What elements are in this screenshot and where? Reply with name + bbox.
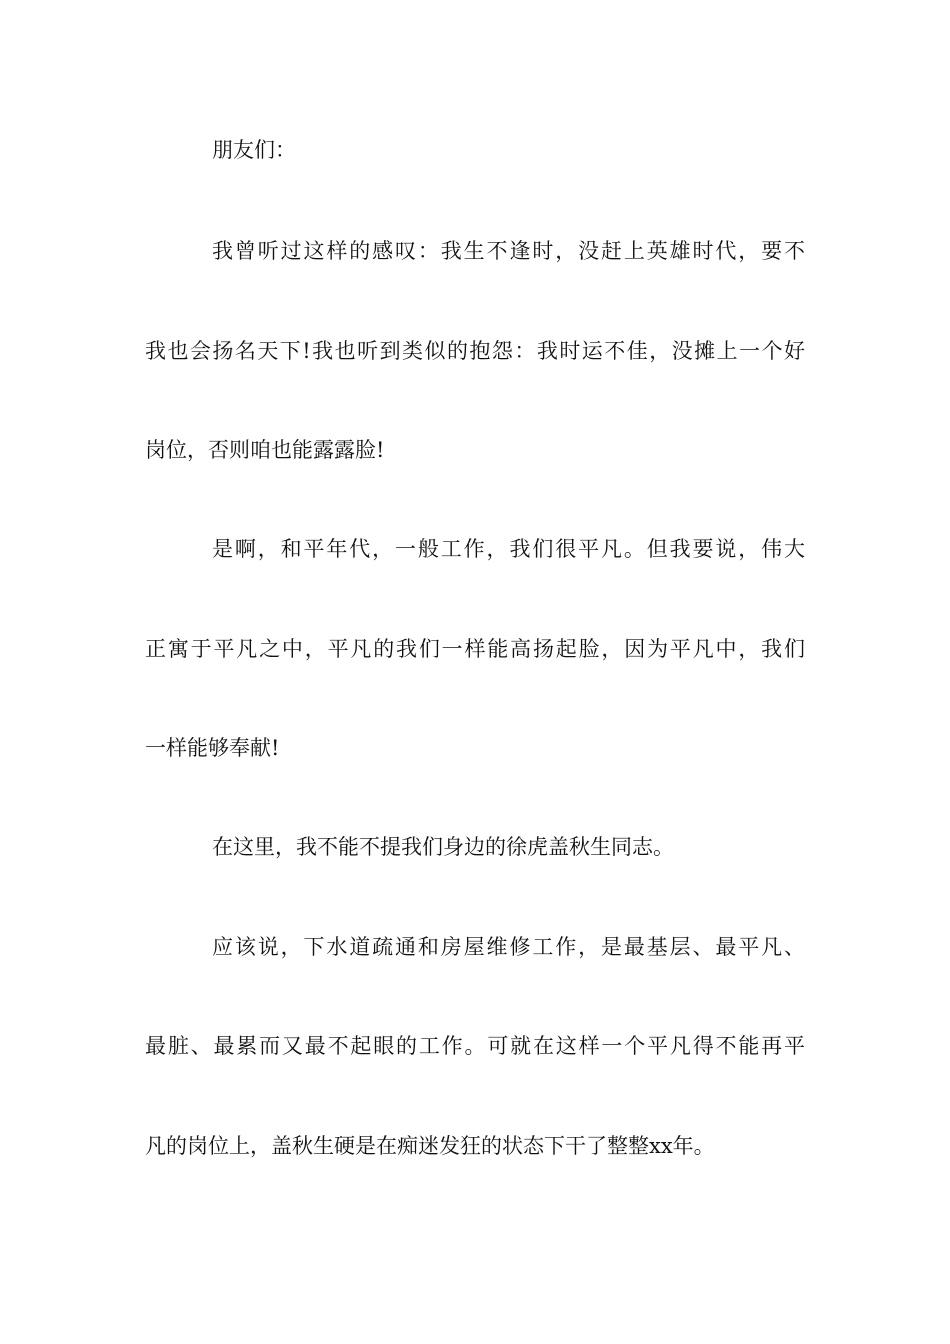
salutation-line: 朋友们： — [212, 138, 296, 162]
paragraph-2-line-1: 是啊，和平年代，一般工作，我们很平凡。但我要说，伟大 — [212, 537, 805, 561]
paragraph-2-line-3: 一样能够奉献! — [145, 736, 280, 760]
paragraph-1-line-1: 我曾听过这样的感叹：我生不逢时，没赶上英雄时代，要不 — [212, 239, 805, 263]
paragraph-3-line-1: 在这里，我不能不提我们身边的徐虎盖秋生同志。 — [212, 835, 674, 859]
paragraph-2-line-2: 正寓于平凡之中，平凡的我们一样能高扬起脸，因为平凡中，我们 — [145, 637, 805, 661]
paragraph-1-line-2: 我也会扬名天下!我也听到类似的抱怨：我时运不佳，没摊上一个好 — [145, 339, 805, 363]
paragraph-4-line-1: 应该说，下水道疏通和房屋维修工作，是最基层、最平凡、 — [212, 935, 805, 959]
paragraph-4-line-2: 最脏、最累而又最不起眼的工作。可就在这样一个平凡得不能再平 — [145, 1034, 805, 1058]
paragraph-4-line-3: 凡的岗位上，盖秋生硬是在痴迷发狂的状态下干了整整xx年。 — [145, 1134, 715, 1158]
paragraph-1-line-3: 岗位，否则咱也能露露脸! — [145, 438, 385, 462]
